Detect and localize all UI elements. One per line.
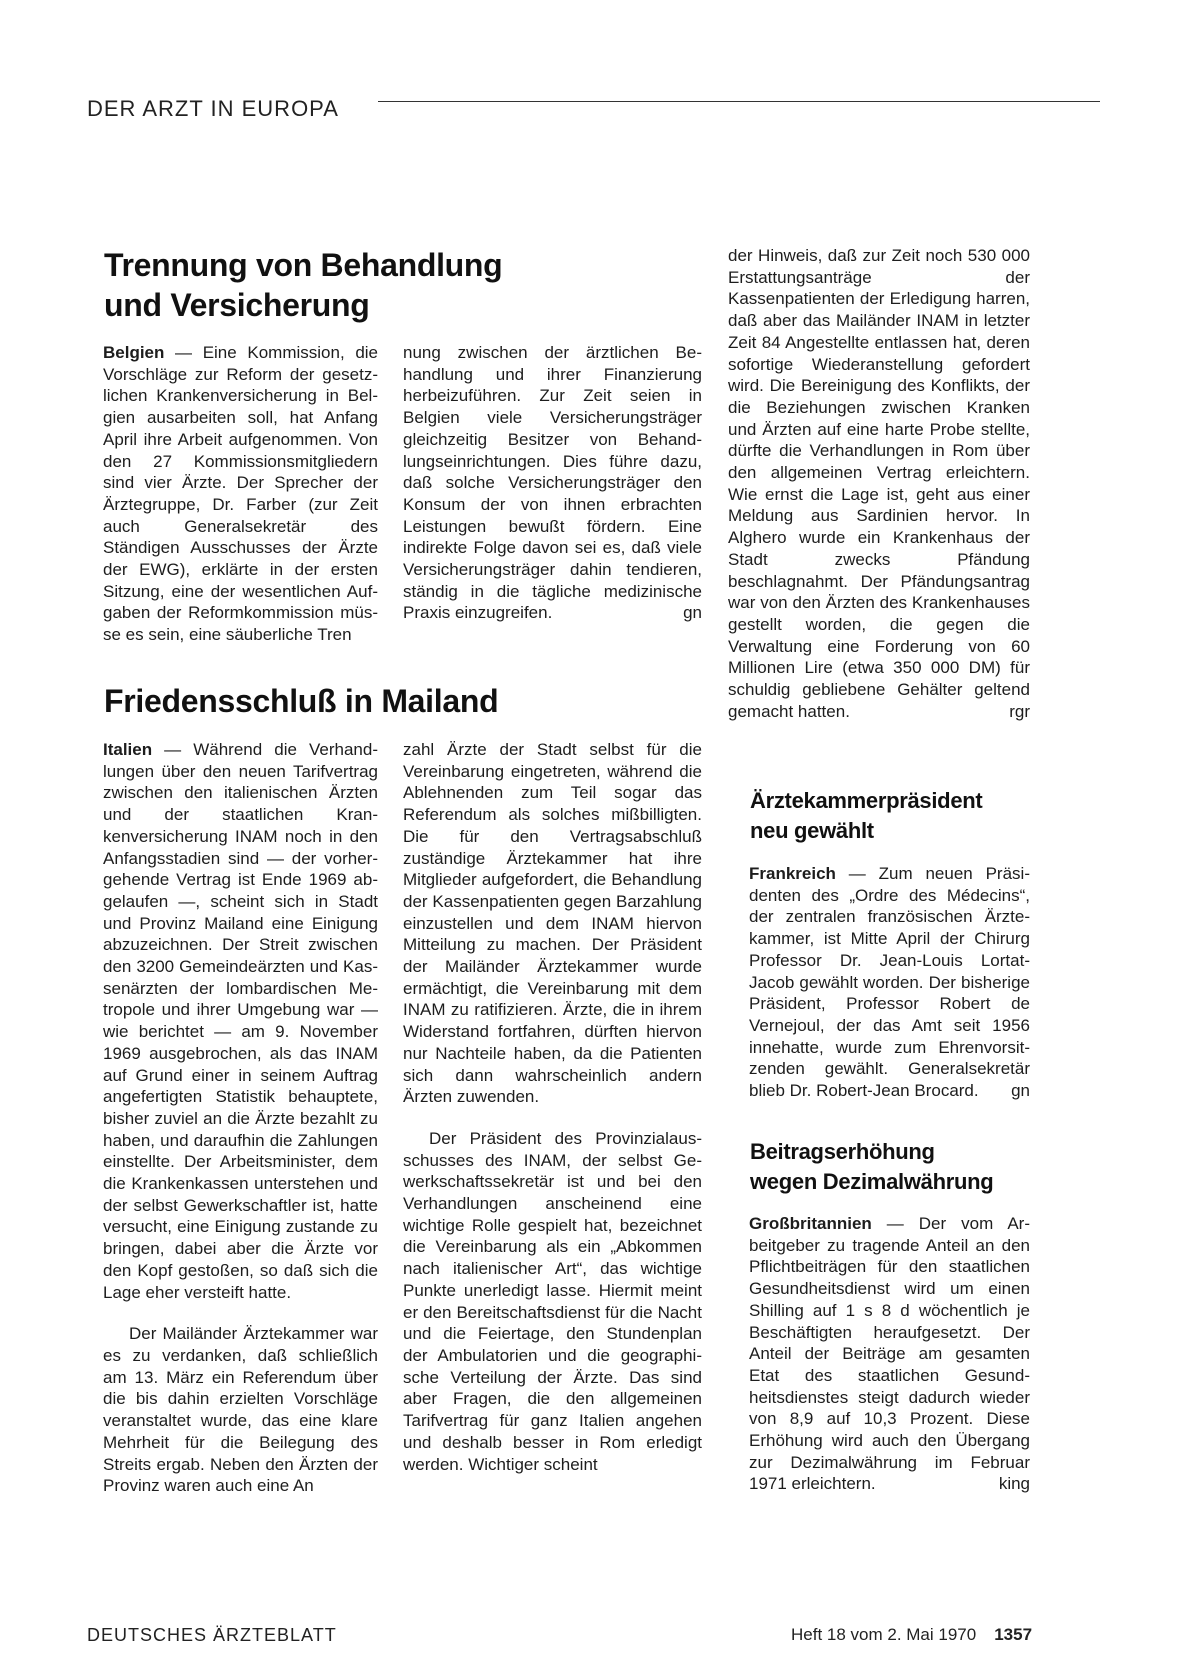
footer-issue: Heft 18 vom 2. Mai 1970 <box>791 1625 977 1644</box>
page-number: 1357 <box>994 1625 1033 1644</box>
article1-col1-text: — Eine Kommission, die Vorschläge zur Reform der gesetzlichen Krankenversicherung in Belgien ausarbeiten soll, hat Anfang April ihre Arbeit aufgenommen. Von den 27 Kommissionsmitgliedern sind vier Ärzte. Der Sprecher der Ärztegruppe, Dr. Farber (zur Zeit auch Generalsekretär des Ständigen Ausschusses der Ärzte der EWG), erklärte in der ersten Sitzung, eine der wesentlichen Aufgaben der Reformkommission müsse es sein, eine säuberliche Tren <box>103 343 378 645</box>
article1-col2 <box>403 342 702 624</box>
article3-country: Frankreich <box>749 864 836 883</box>
article2-col2-p2: Der Präsident des Provinzialausschusses des INAM, der selbst Gewerkschaftssekretär ist und bei den Verhandlungen anscheinend eine wichtige Rolle gespielt hat, bezeichnet die Vereinbarung als ein „Abkommen nach italienischer Art“, das wichtige Punkte unerledigt lasse. Hiermit meint er den Bereitschaftsdienst für die Nacht und die Feiertage, den Stundenplan der Ambulatorien und die geographische Verteilung der Ärzte. Das sind aber Fragen, die den allgemeinen Tarifvertrag für ganz Italien angehen und deshalb besser in Rom erledigt werden. Wichtiger scheint <box>403 1128 702 1474</box>
article2-title: Friedensschluß in Mailand <box>104 683 499 719</box>
article4-title <box>750 1137 1040 1197</box>
article1-col2-text: nung zwischen der ärztlichen Behandlung und ihrer Finanzierung herbeizuführen. Zur Zeit seien in Belgien viele Versicherungsträger gleichzeitig Besitzer von Behandlungseinrichtungen. Dies führe dazu, daß solche Versicherungsträger den Konsum der von ihnen erbrachten Leistungen bewußt fördern. Eine indirekte Folge davon sei es, daß viele Versicherungsträger dahin tendieren, ständig in die tägliche medizinische Praxis einzugreifen. <box>403 343 702 623</box>
article3-title <box>750 786 1040 846</box>
article2-signature: rgr <box>1009 701 1030 721</box>
article3-title-line1: Ärztekammerpräsident <box>750 788 983 813</box>
footer-issue-line <box>791 1625 1032 1645</box>
article1-country: Belgien <box>103 343 165 362</box>
article1-col1 <box>103 342 378 646</box>
article2-col1 <box>103 739 378 1497</box>
article4-body <box>749 1213 1030 1495</box>
article2-col3 <box>728 245 1030 722</box>
article4-title-line2: wegen Dezimalwährung <box>750 1169 994 1194</box>
article3-body <box>749 863 1030 1102</box>
article4-signature: king <box>998 1474 1030 1494</box>
article2-col1-p1: — Während die Verhandlungen über den neuen Tarifvertrag zwischen den italienischen Ärzten und der staatlichen Krankenversicherung INAM noch in den Anfangsstadien sind — der vorhergehende Vertrag ist Ende 1969 abgelaufen —, scheint sich in Stadt und Provinz Mailand eine Einigung abzuzeichnen. Der Streit zwischen den 3200 Gemeindeärzten und Kassenärzten der lombardischen Metropole und ihrer Umgebung war — wie berichtet — am 9. November 1969 ausgebrochen, als das INAM auf Grund einer in seinem Auftrag angefertigten Statistik behauptete, bisher zuviel an die Ärzte bezahlt zu haben, und daraufhin die Zahlungen einstellte. Der Arbeitsminister, dem die Krankenkassen unterstehen und der selbst Gewerkschaftler ist, hatte versucht, eine Einigung zustande zu bringen, dabei aber die Ärzte vor den Kopf gestoßen, so daß sich die Lage eher versteift hatte. <box>103 740 378 1302</box>
article4-country: Großbritannien <box>749 1214 872 1233</box>
article3-signature: gn <box>1011 1081 1030 1101</box>
article4-text: — Der vom Arbeitgeber zu tragende Anteil an den Pflichtbeiträgen für den staatlichen Gesundheitsdienst wird um einen Shilling auf 1 s 8 d wöchentlich je Beschäftigten heraufgesetzt. Der Anteil der Beiträge am gesamten Etat des staatlichen Gesundheitsdienstes steigt dadurch wieder von 8,9 auf 10,3 Prozent. Diese Erhöhung wird auch den Übergang zur Dezimalwährung im Februar 1971 erleichtern. <box>749 1214 1030 1494</box>
article2-country: Italien <box>103 740 153 759</box>
article4-title-line1: Beitragserhöhung <box>750 1139 935 1164</box>
article3-text: — Zum neuen Präsidenten des „Ordre des Médecins“, der zentralen französischen Ärztekammer, ist Mitte April der Chirurg Professor Dr. Jean-Louis Lortat-Jacob gewählt worden. Der bisherige Präsident, Professor Robert de Vernejoul, der das Amt seit 1956 innehatte, wurde zum Ehrenvorsitzenden gewählt. Generalsekretär blieb Dr. Robert-Jean Brocard. <box>749 864 1030 1101</box>
header-rule <box>378 101 1100 102</box>
article2-col2 <box>403 739 702 1475</box>
footer-journal: DEUTSCHES ÄRZTEBLATT <box>87 1625 337 1645</box>
article1-signature: gn <box>683 603 702 623</box>
article2-col2-p1: zahl Ärzte der Stadt selbst für die Vereinbarung eingetreten, während die Ablehnenden zum Teil sogar das Referendum als solches mißbilligten. Die für den Vertragsabschluß zuständige Ärztekammer hat ihre Mitglieder aufgefordert, die Behandlung der Kassenpatienten gegen Barzahlung einzustellen und dem INAM hiervon Mitteilung zu machen. Der Präsident der Mailänder Ärztekammer wurde ermächtigt, die Vereinbarung mit dem INAM zu ratifizieren. Ärzte, die in ihrem Widerstand fortfahren, dürften hiervon nur Nachteile haben, da die Patienten sich dann wahrscheinlich andern Ärzten zuwenden. <box>403 740 702 1107</box>
article3-title-line2: neu gewählt <box>750 818 874 843</box>
section-label: DER ARZT IN EUROPA <box>87 96 339 121</box>
article2-col1-p2: Der Mailänder Ärztekammer war es zu verdanken, daß schließlich am 13. März ein Referendum über die bis dahin erzielten Vorschläge veranstaltet wurde, das eine klare Mehrheit für die Beilegung des Streits ergab. Neben den Ärzten der Provinz waren auch eine An <box>103 1324 378 1496</box>
article2-col3-text: der Hinweis, daß zur Zeit noch 530 000 Erstattungsanträge der Kassenpatienten der Erledigung harren, daß aber das Mailänder INAM in letzter Zeit 84 Angestellte entlassen hat, deren sofortige Wiederanstellung gefordert wird. Die Bereinigung des Konflikts, der die Beziehungen zwischen Kranken und Ärzten auf eine harte Probe stellte, dürfte die Verhandlungen in Rom über den allgemeinen Vertrag erleichtern. Wie ernst die Lage ist, geht aus einer Meldung aus Sardinien hervor. In Alghero wurde ein Krankenhaus der Stadt zwecks Pfändung beschlagnahmt. Der Pfändungsantrag war von den Ärzten des Krankenhauses gestellt worden, die gegen die Verwaltung eine Forderung von 60 Millionen Lire (etwa 350 000 DM) für schuldig gebliebene Gehälter geltend gemacht hatten. <box>728 246 1030 721</box>
article1-title: Trennung von Behandlung und Versicherung <box>104 247 503 323</box>
